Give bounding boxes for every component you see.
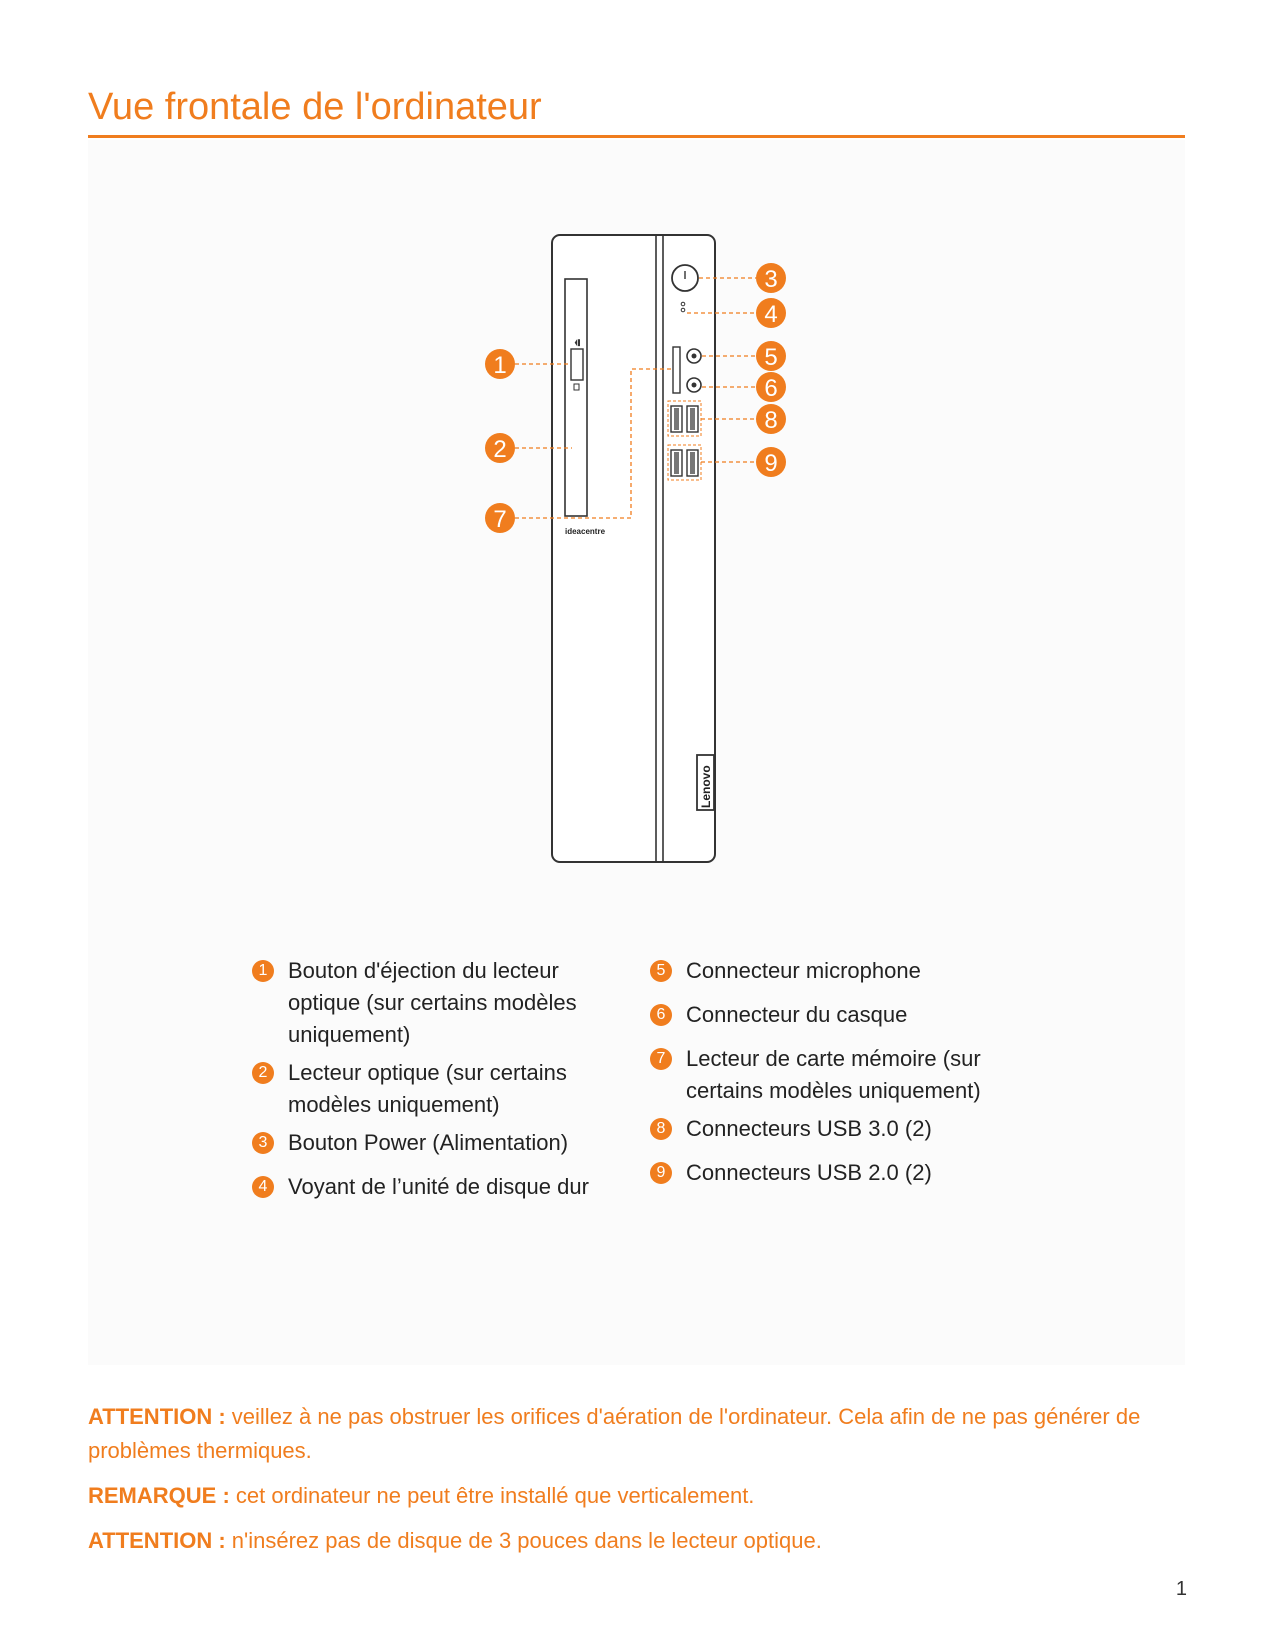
notes-section — [88, 1400, 1188, 1569]
legend-item: 6 Connecteur du casque — [650, 999, 1010, 1031]
optical-drive — [565, 279, 587, 516]
eject-button — [571, 349, 583, 380]
legend-item: 8 Connecteurs USB 3.0 (2) — [650, 1113, 1010, 1145]
svg-text:4: 4 — [764, 301, 778, 328]
eject-icon: ⏏ — [573, 338, 583, 347]
legend-item: 9 Connecteurs USB 2.0 (2) — [650, 1157, 1010, 1189]
legend-item: 1 Bouton d'éjection du lecteur optique (sur certains modèles uniquement) — [252, 955, 612, 1051]
legend-item: 2 Lecteur optique (sur certains modèles uniquement) — [252, 1057, 612, 1121]
attention-note: ATTENTION : veillez à ne pas obstruer les orifices d'aération de l'ordinateur. Cela afin de ne pas générer de problèmes thermiques. — [88, 1404, 1141, 1463]
attention-note: ATTENTION : n'insérez pas de disque de 3 pouces dans le lecteur optique. — [88, 1528, 822, 1553]
svg-text:3: 3 — [764, 266, 778, 293]
page-title: Vue frontale de l'ordinateur — [88, 86, 542, 128]
remark-note: REMARQUE : cet ordinateur ne peut être installé que verticalement. — [88, 1483, 755, 1508]
svg-text:Lenovo: Lenovo — [699, 765, 713, 808]
legend-item: 5 Connecteur microphone — [650, 955, 1010, 987]
svg-text:1: 1 — [493, 352, 507, 379]
svg-text:7: 7 — [493, 506, 507, 533]
legend-item: 7 Lecteur de carte mémoire (sur certains modèles uniquement) — [650, 1043, 1010, 1107]
svg-text:2: 2 — [493, 436, 507, 463]
svg-text:8: 8 — [764, 407, 778, 434]
legend-left — [252, 955, 612, 1203]
svg-text:9: 9 — [764, 450, 778, 477]
legend-item: 4 Voyant de l’unité de disque dur — [252, 1171, 612, 1203]
legend-right — [650, 955, 1010, 1189]
svg-text:5: 5 — [764, 344, 778, 371]
legend-item: 3 Bouton Power (Alimentation) — [252, 1127, 612, 1159]
page-number: 1 — [1175, 1578, 1187, 1600]
card-reader — [673, 347, 680, 393]
brand-label: ideacentre — [565, 527, 606, 536]
svg-text:6: 6 — [764, 375, 778, 402]
